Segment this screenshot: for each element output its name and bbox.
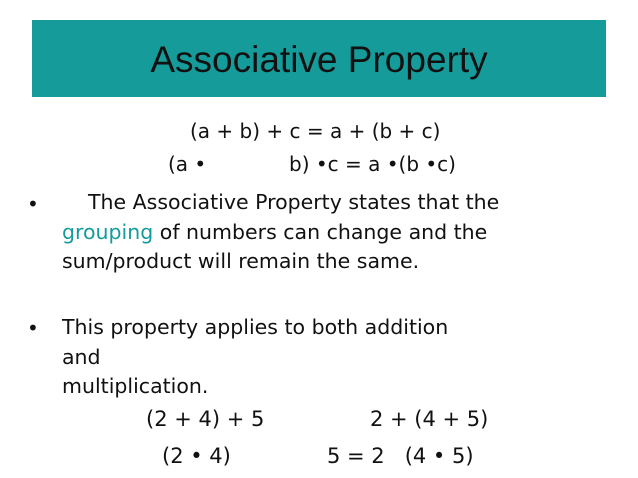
bullet-paragraph-2 xyxy=(62,313,532,402)
bullet-2-line-3: multiplication. xyxy=(62,374,209,398)
example-product-right: 5 = 2 (4 • 5) xyxy=(327,444,474,468)
bullet-2-line-1: This property applies to both addition xyxy=(62,315,449,339)
formula-addition: (a + b) + c = a + (b + c) xyxy=(190,119,441,143)
bullet-2-line-2: and xyxy=(62,344,101,369)
formula-product-left: (a • xyxy=(168,152,207,176)
bullet-1-post: of numbers can change and the sum/product will remain the same. xyxy=(62,219,488,273)
grouping-highlight: grouping xyxy=(62,219,154,244)
bullet-marker: • xyxy=(27,316,39,340)
bullet-1-pre: The Associative Property states that the xyxy=(88,190,500,214)
example-sum-left: (2 + 4) + 5 xyxy=(146,407,265,431)
bullet-marker: • xyxy=(27,192,39,216)
slide-title: Associative Property xyxy=(150,39,488,80)
bullet-paragraph-1 xyxy=(62,188,532,277)
example-product-left: (2 • 4) xyxy=(162,444,231,468)
formula-product-right: b) •c = a •(b •c) xyxy=(289,152,456,176)
example-sum-right: 2 + (4 + 5) xyxy=(370,407,489,431)
title-banner xyxy=(32,20,606,97)
